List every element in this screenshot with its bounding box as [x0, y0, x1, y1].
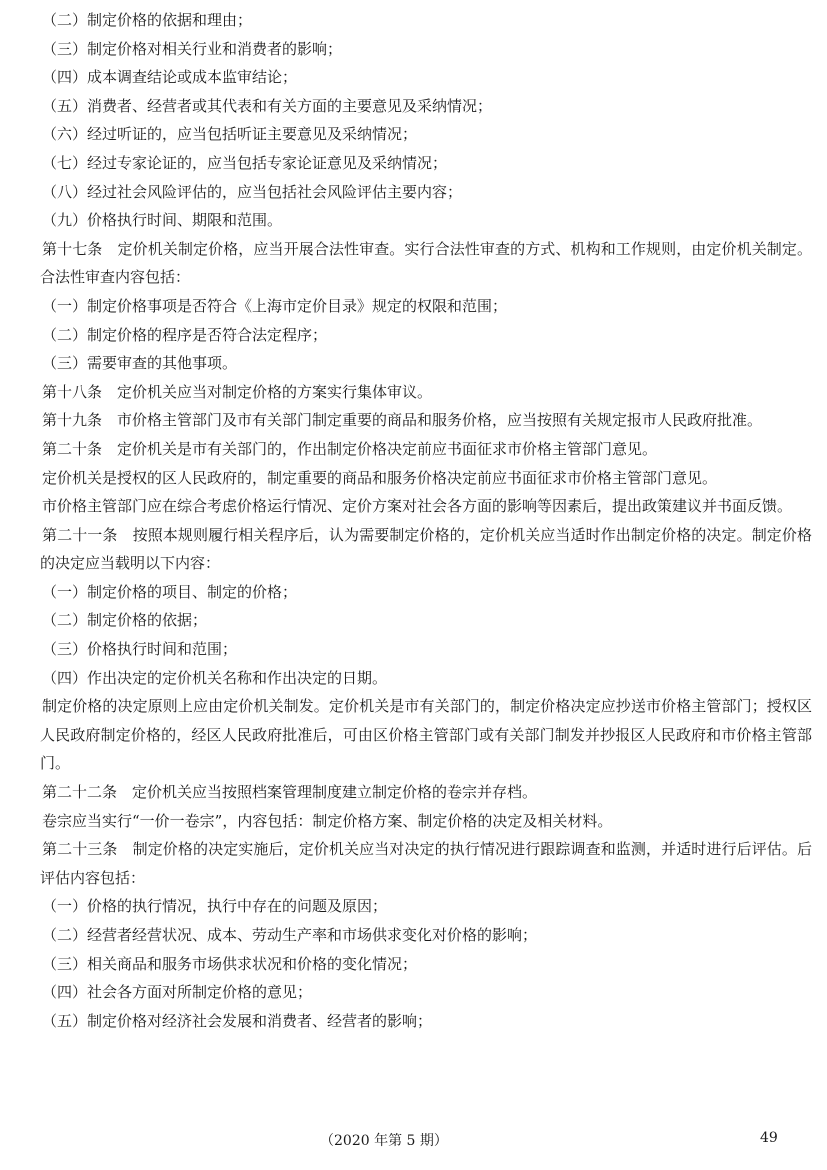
paragraph: （四）社会各方面对所制定价格的意见； [42, 983, 313, 1002]
article-23: 第二十三条 制定价格的决定实施后，定价机关应当对决定的执行情况进行跟踪调查和监测，并适时进行后评估。后评估内容包括： [40, 840, 812, 887]
paragraph: （九）价格执行时间、期限和范围。 [42, 211, 283, 230]
paragraph: （七）经过专家论证的，应当包括专家论证意见及采纳情况； [42, 153, 448, 172]
paragraph: （五）消费者、经营者或其代表和有关方面的主要意见及采纳情况； [42, 96, 493, 115]
paragraph: （五）制定价格对经济社会发展和消费者、经营者的影响； [42, 1011, 433, 1030]
paragraph: （二）制定价格的程序是否符合法定程序； [42, 325, 328, 344]
article-18: 第十八条 定价机关应当对制定价格的方案实行集体审议。 [42, 382, 433, 401]
paragraph: （一）制定价格的项目、制定的价格； [42, 582, 298, 601]
article-17: 第十七条 定价机关制定价格，应当开展合法性审查。实行合法性审查的方式、机构和工作规则，由定价机关制定。合法性审查内容包括： [40, 239, 812, 287]
page-number: 49 [760, 1130, 778, 1146]
paragraph: （二）制定价格的依据； [42, 611, 208, 630]
page-footer [0, 1130, 827, 1154]
paragraph: （一）制定价格事项是否符合《上海市定价目录》规定的权限和范围； [42, 296, 508, 315]
article-19: 第十九条 市价格主管部门及市有关部门制定重要的商品和服务价格，应当按照有关规定报市人民政府批准。 [42, 411, 763, 430]
paragraph: （二）经营者经营状况、成本、劳动生产率和市场供求变化对价格的影响； [42, 926, 538, 944]
paragraph: （三）价格执行时间和范围； [42, 640, 238, 659]
paragraph: 制定价格的决定原则上应由定价机关制发。定价机关是市有关部门的，制定价格决定应抄送市价格主管部门；授权区人民政府制定价格的，经区人民政府批准后，可由区价格主管部门或有关部门制发并抄报区人民政府和市价格主管部门。 [40, 697, 812, 773]
paragraph: 市价格主管部门应在综合考虑价格运行情况、定价方案对社会各方面的影响等因素后，提出政策建议并书面反馈。 [42, 497, 793, 516]
paragraph: （三）制定价格对相关行业和消费者的影响； [42, 39, 343, 58]
issue-label: （2020 年第 5 期） [320, 1133, 448, 1149]
article-22: 第二十二条 定价机关应当按照档案管理制度建立制定价格的卷宗并存档。 [42, 783, 538, 802]
paragraph: 定价机关是授权的区人民政府的，制定重要的商品和服务价格决定前应书面征求市价格主管部门意见。 [42, 468, 718, 487]
paragraph: （三）相关商品和服务市场供求状况和价格的变化情况； [42, 954, 418, 973]
document-body [40, 6, 812, 1035]
paragraph: （四）成本调查结论或成本监审结论； [42, 68, 298, 87]
paragraph: （六）经过听证的，应当包括听证主要意见及采纳情况； [42, 125, 418, 144]
paragraph: （一）价格的执行情况，执行中存在的问题及原因； [42, 897, 388, 916]
article-21: 第二十一条 按照本规则履行相关程序后，认为需要制定价格的，定价机关应当适时作出制定价格的决定。制定价格的决定应当载明以下内容： [40, 525, 812, 573]
paragraph: （四）作出决定的定价机关名称和作出决定的日期。 [42, 668, 388, 687]
paragraph: （二）制定价格的依据和理由； [42, 11, 253, 29]
paragraph: （三）需要审查的其他事项。 [42, 354, 238, 373]
paragraph: 卷宗应当实行“一价一卷宗”，内容包括：制定价格方案、制定价格的决定及相关材料。 [42, 811, 613, 830]
paragraph: （八）经过社会风险评估的，应当包括社会风险评估主要内容； [42, 182, 463, 201]
article-20: 第二十条 定价机关是市有关部门的，作出制定价格决定前应书面征求市价格主管部门意见。 [42, 439, 658, 458]
